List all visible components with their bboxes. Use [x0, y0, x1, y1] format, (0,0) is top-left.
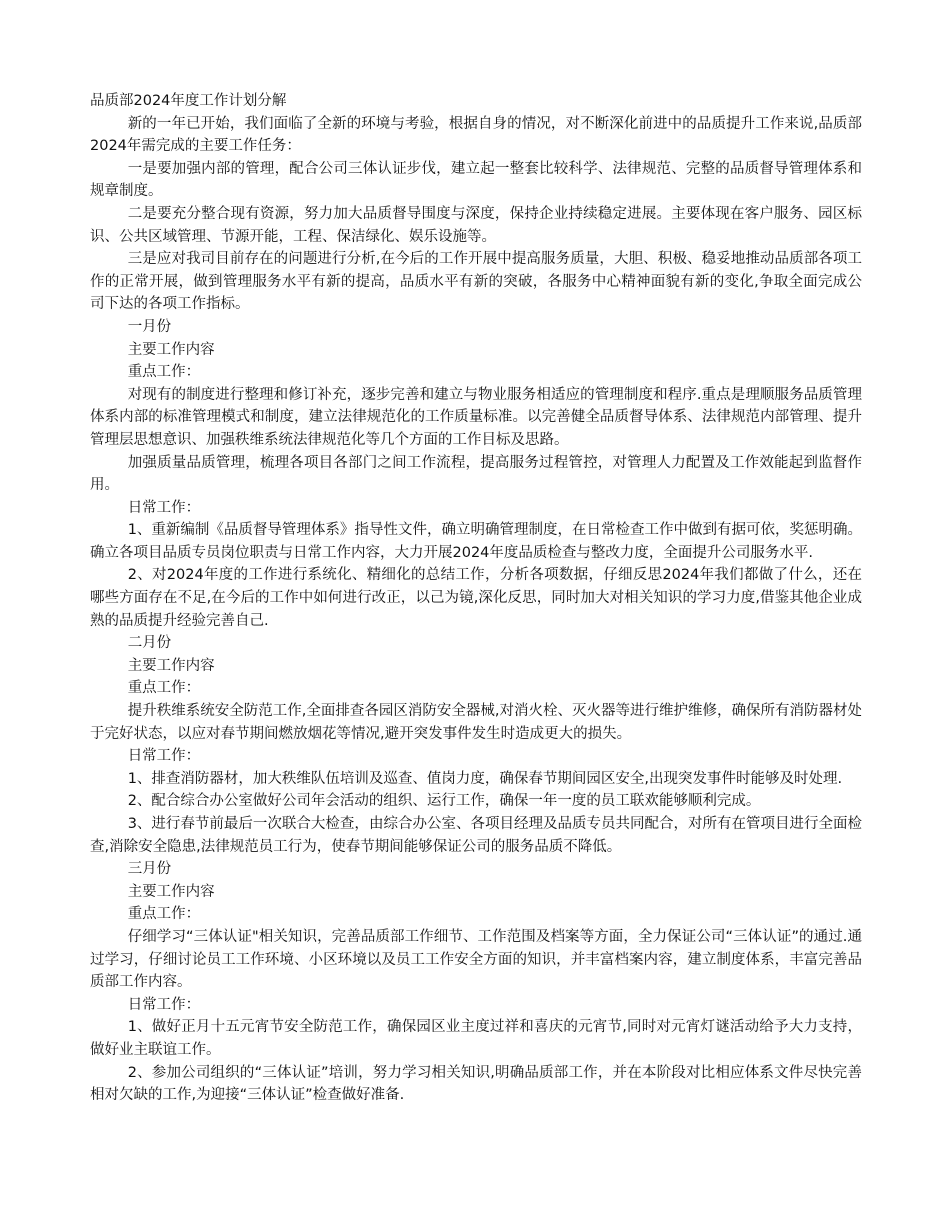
paragraph: 加强质量品质管理，梳理各项目各部门之间工作流程，提高服务过程管控，对管理人力配置及工作效能起到监督作用。: [90, 454, 862, 494]
paragraph: 3、进行春节前最后一次联合大检查，由综合办公室、各项目经理及品质专员共同配合，对所有在管项目进行全面检查,消除安全隐患,法律规范员工行为，使春节期间能够保证公司的服务品质不降低。: [90, 816, 862, 855]
section-heading: 主要工作内容: [127, 883, 215, 900]
paragraph: 三是应对我司目前存在的问题进行分析,在今后的工作开展中提高服务质量，大胆、积极、稳妥地推动品质部各项工作的正常开展，做到管理服务水平有新的提高，品质水平有新的突破，各服务中心精神面貌有新的变化,争取全面完成公司下达的各项工作指标。: [90, 251, 862, 313]
subsection-heading: 日常工作：: [127, 996, 201, 1013]
subsection-heading: 重点工作：: [127, 680, 201, 697]
section-heading: 主要工作内容: [127, 341, 215, 358]
month-heading-march: 三月份: [127, 861, 172, 878]
paragraph: 对现有的制度进行整理和修订补充，逐步完善和建立与物业服务相适应的管理制度和程序.重点是理顺服务品质管理体系内部的标准管理模式和制度，建立法律规范化的工作质量标准。以完善健全品质督导体系、法律规范内部管理、提升管理层思想意识、加强秩维系统法律规范化等几个方面的工作目标及思路。: [90, 386, 862, 448]
paragraph: 新的一年已开始，我们面临了全新的环境与考验，根据自身的情况，对不断深化前进中的品质提升工作来说,品质部2024年需完成的主要工作任务：: [90, 115, 862, 155]
document-title: 品质部2024年度工作计划分解: [90, 93, 287, 109]
paragraph: 提升秩维系统安全防范工作,全面排查各园区消防安全器械,对消火栓、灭火器等进行维护维修，确保所有消防器材处于完好状态，以应对春节期间燃放烟花等情况,避开突发事件发生时造成更大的损失。: [90, 703, 862, 742]
paragraph: 1、做好正月十五元宵节安全防范工作，确保园区业主度过祥和喜庆的元宵节,同时对元宵灯谜活动给予大力支持，做好业主联谊工作。: [90, 1019, 862, 1058]
document-page: [90, 90, 862, 1107]
subsection-heading: 日常工作：: [127, 748, 201, 765]
paragraph: 2、参加公司组织的“三体认证”培训，努力学习相关知识,明确品质部工作，并在本阶段对比相应体系文件尽快完善相对欠缺的工作,为迎接“三体认证”检查做好准备.: [90, 1064, 862, 1104]
paragraph: 1、排查消防器材，加大秩维队伍培训及巡查、值岗力度，确保春节期间园区安全,出现突发事件时能够及时处理.: [127, 770, 843, 787]
month-heading-february: 二月份: [127, 635, 172, 652]
month-heading-january: 一月份: [127, 318, 172, 335]
paragraph: 2、对2024年度的工作进行系统化、精细化的总结工作，分析各项数据，仔细反思2024年我们都做了什么，还在哪些方面存在不足,在今后的工作中如何进行改正，以己为镜,深化反思，同时加大对相关知识的学习力度,借鉴其他企业成熟的品质提升经验完善自己.: [90, 567, 862, 629]
section-heading: 主要工作内容: [127, 657, 215, 674]
subsection-heading: 重点工作：: [127, 364, 201, 381]
paragraph: 2、配合综合办公室做好公司年会活动的组织、运行工作，确保一年一度的员工联欢能够顺利完成。: [127, 793, 761, 810]
paragraph: 一是要加强内部的管理，配合公司三体认证步伐，建立起一整套比较科学、法律规范、完整的品质督导管理体系和规章制度。: [90, 160, 862, 200]
subsection-heading: 日常工作：: [127, 499, 201, 516]
paragraph: 二是要充分整合现有资源，努力加大品质督导围度与深度，保持企业持续稳定进展。主要体现在客户服务、园区标识、公共区域管理、节源开能，工程、保洁绿化、娱乐设施等。: [90, 205, 862, 245]
paragraph: 仔细学习“三体认证"相关知识，完善品质部工作细节、工作范围及档案等方面，全力保证公司“三体认证”的通过.通过学习，仔细讨论员工工作环境、小区环境以及员工工作安全方面的知识，并丰富档案内容，建立制度体系，丰富完善品质部工作内容。: [90, 928, 862, 991]
paragraph: 1、重新编制《品质督导管理体系》指导性文件，确立明确管理制度，在日常检查工作中做到有据可依，奖惩明确。确立各项目品质专员岗位职责与日常工作内容，大力开展2024年度品质检查与整改力度，全面提升公司服务水平.: [90, 522, 862, 561]
subsection-heading: 重点工作：: [127, 906, 201, 923]
